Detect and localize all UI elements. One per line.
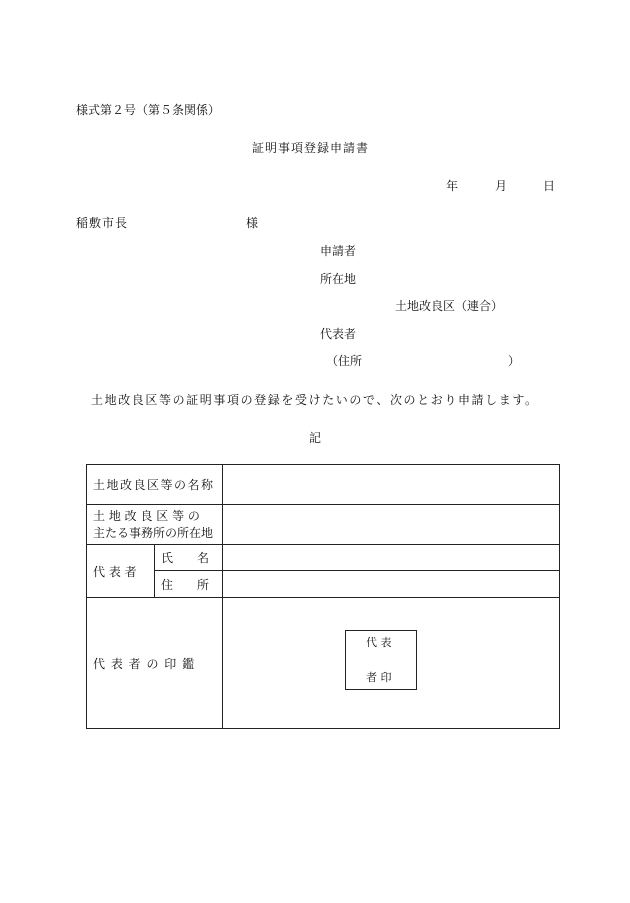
org-name-label: 土地改良区等の名称 [93,478,215,492]
addressee-honorific: 様 [246,216,259,230]
seal-stamp-box [345,630,417,690]
seal-box-line1: 代 表 [366,636,392,649]
address-open-label: （住所 [326,354,363,368]
office-label-line2: 主たる事務所の所在地 [93,525,214,540]
office-label-cell [87,505,223,545]
location-label: 所在地 [320,272,357,286]
note-heading: 記 [309,431,322,445]
date-month: 月 [495,179,508,193]
body-text: 土地改良区等の証明事項の登録を受けたいので、次のとおり申請します。 [91,393,539,407]
address-value-cell[interactable] [223,571,560,598]
address-label-cell [155,571,223,598]
address-close-paren: ） [508,354,521,368]
org-name-value-cell[interactable] [223,465,560,505]
date-day: 日 [543,179,556,193]
date-year: 年 [446,179,459,193]
applicant-label: 申請者 [320,244,357,258]
representative-label: 代表者 [320,327,357,341]
seal-box-line2: 者 印 [366,671,392,684]
addressee-name: 稲敷市長 [76,216,129,230]
office-value-cell[interactable] [223,505,560,545]
name-value-cell[interactable] [223,545,560,571]
name-label: 氏 名 [161,551,210,565]
rep-label-cell [87,545,155,598]
page-title: 証明事項登録申請書 [252,141,370,155]
form-number: 様式第２号（第５条関係） [76,103,221,117]
seal-label-cell [87,598,223,729]
org-name-text: 土地改良区（連合） [395,299,504,313]
name-label-cell [155,545,223,571]
rep-label: 代 表 者 [93,564,137,579]
application-table [86,464,560,729]
address-label: 住 所 [161,577,210,592]
org-name-label-cell [87,465,223,505]
seal-label: 代 表 者 の 印 鑑 [93,656,196,671]
office-label-line1: 土 地 改 良 区 等 の [93,508,200,523]
